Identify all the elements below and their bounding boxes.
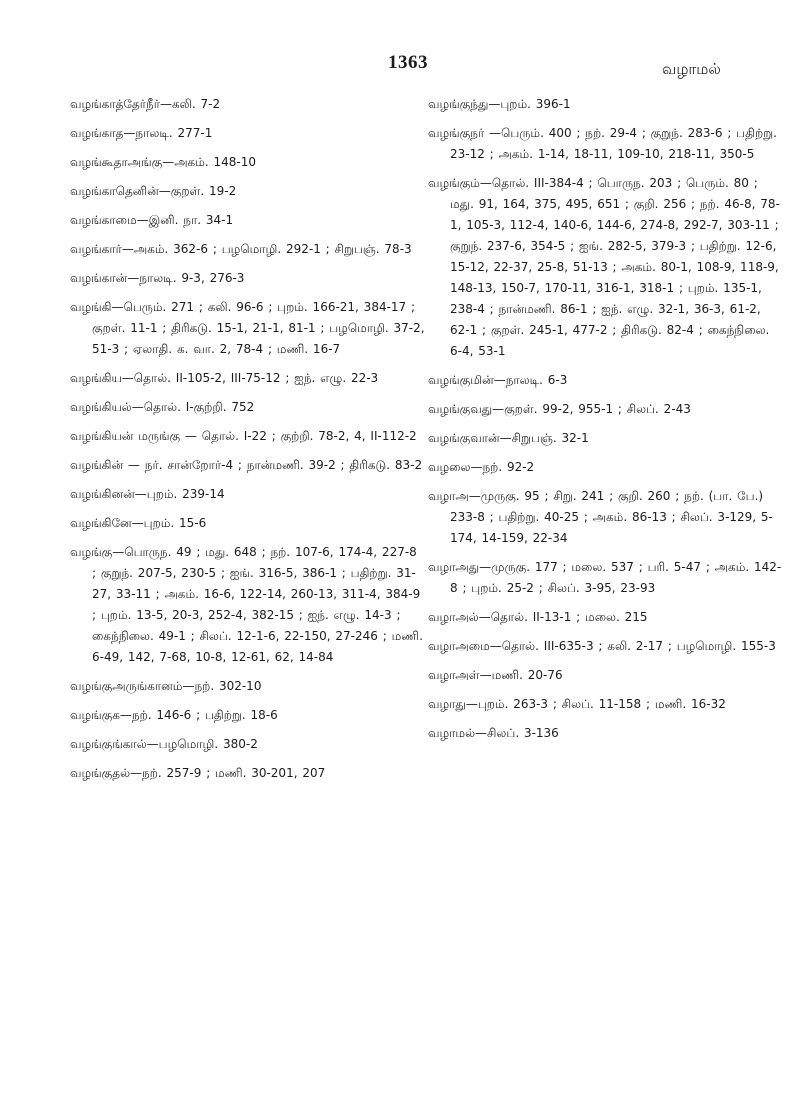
index-entry: வழங்குதல்—நற். 257-9 ; மணி. 30-201, 207	[70, 766, 326, 780]
left-column	[70, 94, 425, 792]
index-entry: வழங்கிய—தொல். II-105-2, III-75-12 ; ஐந். எழு. 22-3	[70, 371, 379, 385]
index-entry: வழாஅ—முருகு. 95 ; சிறு. 241 ; குறி. 260 ; நற். (பா. பே.) 233-8 ; பதிற்று. 40-25 ; அகம். 86-13 ; சிலப். 3-129, 5-174, 14-159, 22-34	[428, 489, 773, 545]
running-head: வழாமல்	[662, 60, 721, 78]
index-entry: வழங்கும்—தொல். III-384-4 ; பொருந. 203 ; பெரும். 80 ; மது. 91, 164, 375, 495, 651 ; குறி. 256 ; நற். 46-8, 78-1, 105-3, 112-4, 140-6, 144-6, 274-8, 292-7, 303-11 ; குறுந். 237-6, 354-5 ; ஐங். 282-5, 379-3 ; பதிற்று. 12-6, 15-12, 22-37, 25-8, 51-13 ; அகம். 80-1, 108-9, 118-9, 148-13, 150-7, 170-11, 316-1, 318-1 ; புறம். 135-1, 238-4 ; நான்மணி. 86-1 ; ஐந். எழு. 32-1, 36-3, 61-2, 62-1 ; குறள். 245-1, 477-2 ; திரிகடு. 82-4 ; கைந்நிலை. 6-4, 53-1	[428, 176, 780, 358]
index-entry: வழங்குக—நற். 146-6 ; பதிற்று. 18-6	[70, 708, 278, 722]
index-entry: வழங்குஅருங்கானம்—நற். 302-10	[70, 679, 262, 693]
page-number: 1363	[388, 52, 428, 73]
index-entry: வழலை—நற். 92-2	[428, 460, 535, 474]
index-entry: வழாஅல்—தொல். II-13-1 ; மலை. 215	[428, 610, 648, 624]
index-entry: வழங்குநர் —பெரும். 400 ; நற். 29-4 ; குறுந். 283-6 ; பதிற்று. 23-12 ; அகம். 1-14, 18-11, 109-10, 218-11, 350-5	[428, 126, 777, 161]
index-entry: வழங்குவது—குறள். 99-2, 955-1 ; சிலப். 2-43	[428, 402, 691, 416]
index-entry: வழங்காத்தேர்நீர்—கலி. 7-2	[70, 97, 221, 111]
index-entry: வழங்காத—நாலடி. 277-1	[70, 126, 213, 140]
index-entry: வழாது—புறம். 263-3 ; சிலப். 11-158 ; மணி. 16-32	[428, 697, 726, 711]
index-entry: வழங்கு—பொருந. 49 ; மது. 648 ; நற். 107-6, 174-4, 227-8 ; குறுந். 207-5, 230-5 ; ஐங். 316-5, 386-1 ; பதிற்று. 31-27, 33-11 ; அகம். 16-6, 122-14, 260-13, 311-4, 384-9 ; புறம். 13-5, 20-3, 252-4, 382-15 ; ஐந். எழு. 14-3 ; கைந்நிலை. 49-1 ; சிலப். 12-1-6, 22-150, 27-246 ; மணி. 6-49, 142, 7-68, 10-8, 12-61, 62, 14-84	[70, 545, 423, 664]
index-entry: வழங்குந்து—புறம். 396-1	[428, 97, 571, 111]
index-entry: வழங்கியல்—தொல். I-குற்றி. 752	[70, 400, 255, 414]
index-entry: வழங்கின் — நர். சான்றோர்-4 ; நான்மணி. 39-2 ; திரிகடு. 83-2	[70, 458, 423, 472]
index-entry: வழங்குவான்—சிறுபஞ். 32-1	[428, 431, 589, 445]
page-header	[0, 52, 800, 82]
index-entry: வழங்காமை—இனி. நா. 34-1	[70, 213, 234, 227]
index-entry: வழாஅமை—தொல். III-635-3 ; கலி. 2-17 ; பழமொழி. 155-3	[428, 639, 776, 653]
index-entry: வழாமல்—சிலப். 3-136	[428, 726, 559, 740]
index-entry: வழங்கினன்—புறம். 239-14	[70, 487, 225, 501]
index-entry: வழங்கூதாஅங்கு—அகம். 148-10	[70, 155, 257, 169]
index-entry: வழாஅது—முருகு. 177 ; மலை. 537 ; பரி. 5-47 ; அகம். 142-8 ; புறம். 25-2 ; சிலப். 3-95, 23-93	[428, 560, 782, 595]
right-column	[428, 94, 783, 752]
index-entry: வழங்காதெனின்—குறள். 19-2	[70, 184, 237, 198]
index-entry: வழங்கான்—நாலடி. 9-3, 276-3	[70, 271, 245, 285]
index-entry: வழங்கார்—அகம். 362-6 ; பழமொழி. 292-1 ; சிறுபஞ். 78-3	[70, 242, 412, 256]
index-entry: வழங்குமின்—நாலடி. 6-3	[428, 373, 568, 387]
index-entry: வழங்கியன் மருங்கு — தொல். I-22 ; குற்றி. 78-2, 4, II-112-2	[70, 429, 417, 443]
index-entry: வழங்கினே—புறம். 15-6	[70, 516, 207, 530]
index-entry: வழாஅள்—மணி. 20-76	[428, 668, 563, 682]
index-entry: வழங்குங்கால்—பழமொழி. 380-2	[70, 737, 258, 751]
index-entry: வழங்கி—பெரும். 271 ; கலி. 96-6 ; புறம். 166-21, 384-17 ; குறள். 11-1 ; திரிகடு. 15-1, 21-1, 81-1 ; பழமொழி. 37-2, 51-3 ; ஏலாதி. க. வா. 2, 78-4 ; மணி. 16-7	[70, 300, 425, 356]
